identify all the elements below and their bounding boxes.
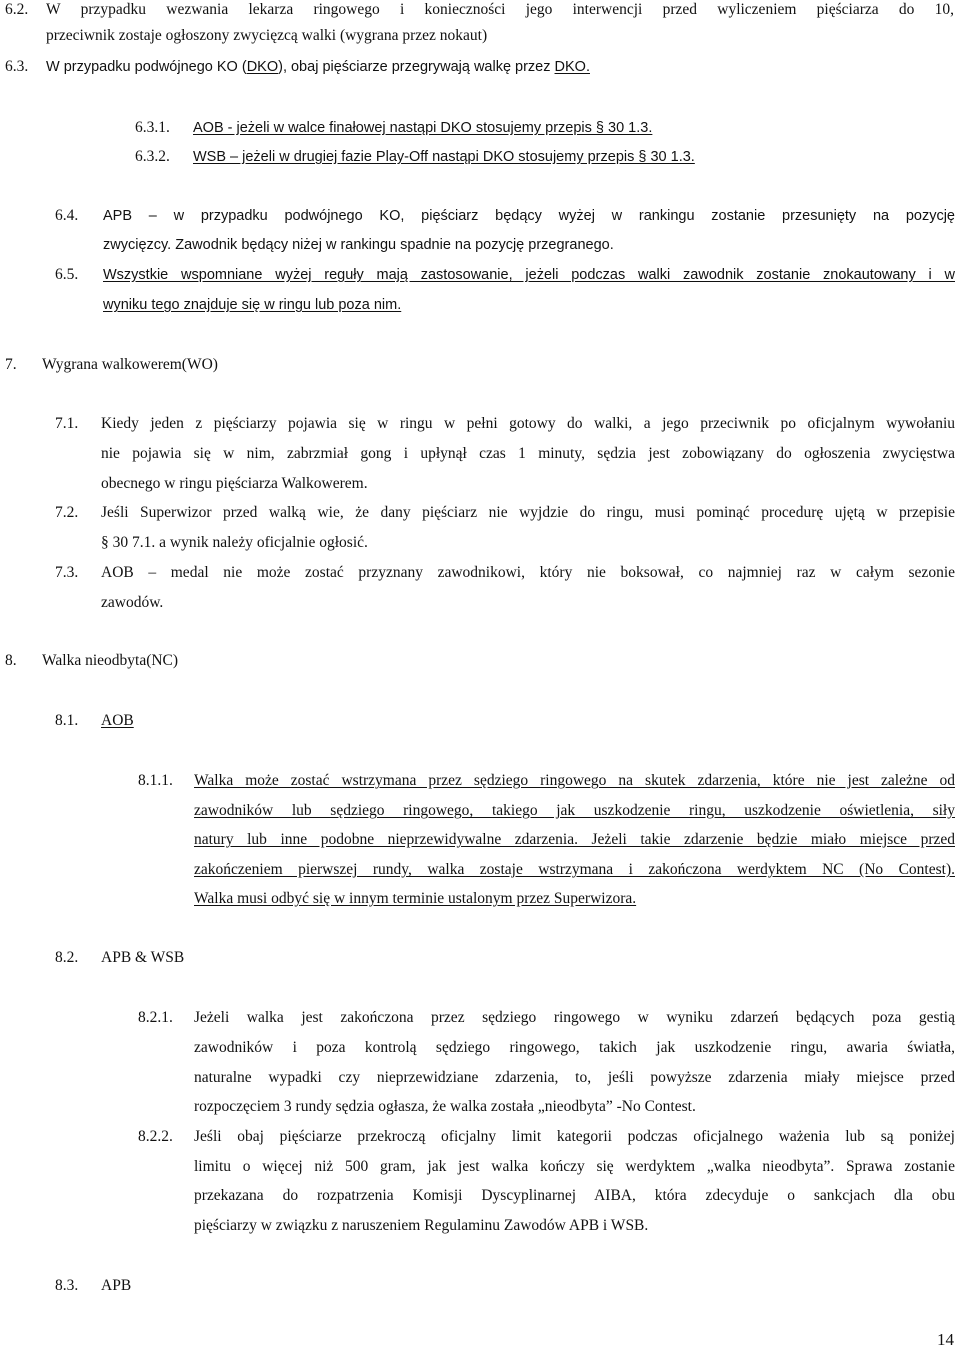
- clause-text-line: AOB - jeżeli w walce finałowej nastąpi DKO stosujemy przepis § 30 1.3.: [193, 120, 653, 136]
- clause-number: 7.1.: [55, 415, 79, 432]
- clause-text-line: zawodników i poza kontrolą sędziego ringowego, takich jak uszkodzenie ringu, awaria światła,: [194, 1039, 955, 1056]
- clause-number: 8.1.1.: [138, 772, 173, 789]
- clause-text-line: Wszystkie wspomniane wyżej reguły mają zastosowanie, jeżeli podczas walki zawodnik zostanie znokautowany i w: [103, 267, 955, 283]
- clause-number: 7.2.: [55, 504, 79, 521]
- clause-text-line: WSB – jeżeli w drugiej fazie Play-Off nastąpi DKO stosujemy przepis § 30 1.3.: [193, 149, 695, 165]
- clause-text-line: nie pojawia się w nim, zabrzmiał gong i upłynął czas 1 minuty, sędzia jest zobowiązany do ogłoszenia zwycięstwa: [101, 445, 955, 462]
- clause-text-line: zawodników lub sędziego ringowego, takiego jak uszkodzenie ringu, uszkodzenie oświetlenia, siły: [194, 802, 955, 819]
- clause-number: 6.2.: [5, 1, 29, 18]
- clause-text-line: AOB – medal nie może zostać przyznany zawodnikowi, który nie boksował, co najmniej raz w całym sezonie: [101, 564, 955, 581]
- section-heading: Walka nieodbyta(NC): [42, 652, 179, 669]
- page-number: 14: [937, 1330, 954, 1349]
- clause-text-line: zawodów.: [101, 594, 164, 611]
- clause-number: 6.4.: [55, 207, 79, 224]
- clause-text-line: Walka może zostać wstrzymana przez sędziego ringowego na skutek zdarzenia, które nie jest zależne od: [194, 772, 955, 789]
- clause-number: 8.3.: [55, 1277, 79, 1294]
- clause-text-line: Walka musi odbyć się w innym terminie ustalonym przez Superwizora.: [194, 890, 637, 907]
- clause-number: 7.3.: [55, 564, 79, 581]
- clause-text-line: limitu o więcej niż 500 gram, jak jest walka kończy się werdyktem „walka nieodbyta”. Sprawa zostanie: [194, 1158, 955, 1175]
- clause-text-line: wyniku tego znajduje się w ringu lub poza nim.: [103, 297, 402, 313]
- clause-text-line: przekazana do rozpatrzenia Komisji Dyscyplinarnej AIBA, która zdecyduje o sankcjach dla obu: [194, 1187, 955, 1204]
- clause-text-line: naturalne wypadki czy nieprzewidziane zdarzenia, to, jeśli powyższe zdarzenia miały miejsce przed: [194, 1069, 955, 1086]
- clause-number: 8.2.2.: [138, 1128, 173, 1145]
- section-number: 7.: [5, 356, 17, 373]
- clause-text-line: pięściarzy w związku z naruszeniem Regulaminu Zawodów APB i WSB.: [194, 1217, 649, 1234]
- clause-number: 8.2.1.: [138, 1009, 173, 1026]
- clause-text-line: zakończeniem pierwszej rundy, walka zostaje wstrzymana i zakończona werdyktem NC (No Contest).: [194, 861, 955, 878]
- clause-text-line: W przypadku podwójnego KO (DKO), obaj pięściarze przegrywają walkę przez DKO.: [46, 59, 590, 75]
- clause-text-line: natury lub inne podobne nieprzewidywalne zdarzenia. Jeżeli takie zdarzenie będzie miało miejsce przed: [194, 831, 955, 848]
- clause-text-line: Kiedy jeden z pięściarzy pojawia się w ringu w pełni gotowy do walki, a jego przeciwnik po oficjalnym wywołaniu: [101, 415, 955, 432]
- section-heading: Wygrana walkowerem(WO): [42, 356, 218, 373]
- clause-text-line: APB – w przypadku podwójnego KO, pięściarz będący wyżej w rankingu zostanie przesunięty na pozycję: [103, 208, 955, 224]
- clause-text-line: przeciwnik zostaje ogłoszony zwycięzcą walki (wygrana przez nokaut): [46, 27, 488, 44]
- subsection-heading: AOB: [101, 712, 134, 729]
- clause-number: 6.3.2.: [135, 148, 170, 165]
- clause-text-line: zwycięzcy. Zawodnik będący niżej w rankingu spadnie na pozycję przegranego.: [103, 237, 614, 253]
- clause-text-line: rozpoczęciem 3 rundy sędzia ogłasza, że walka została „nieodbyta” -No Contest.: [194, 1098, 696, 1115]
- clause-text-line: W przypadku wezwania lekarza ringowego i konieczności jego interwencji przed wyliczeniem pięściarza do 10,: [46, 1, 954, 18]
- clause-number: 6.5.: [55, 266, 79, 283]
- subsection-heading: APB: [101, 1277, 132, 1294]
- clause-text-line: § 30 7.1. a wynik należy oficjalnie ogłosić.: [101, 534, 368, 551]
- subsection-heading: APB & WSB: [101, 949, 185, 966]
- clause-number: 8.1.: [55, 712, 79, 729]
- clause-number: 8.2.: [55, 949, 79, 966]
- clause-text-line: Jeśli obaj pięściarze przekroczą oficjalny limit kategorii podczas oficjalnego ważenia lub są poniżej: [194, 1128, 955, 1145]
- clause-text-line: Jeśli Superwizor przed walką wie, że dany pięściarz nie wyjdzie do ringu, musi pominąć procedurę ujętą w przepisie: [101, 504, 955, 521]
- clause-number: 6.3.: [5, 58, 29, 75]
- clause-text-line: Jeżeli walka jest zakończona przez sędziego ringowego w wyniku zdarzeń będących poza gestią: [194, 1009, 955, 1026]
- section-number: 8.: [5, 652, 17, 669]
- clause-text-line: obecnego w ringu pięściarza Walkowerem.: [101, 475, 368, 492]
- clause-number: 6.3.1.: [135, 119, 170, 136]
